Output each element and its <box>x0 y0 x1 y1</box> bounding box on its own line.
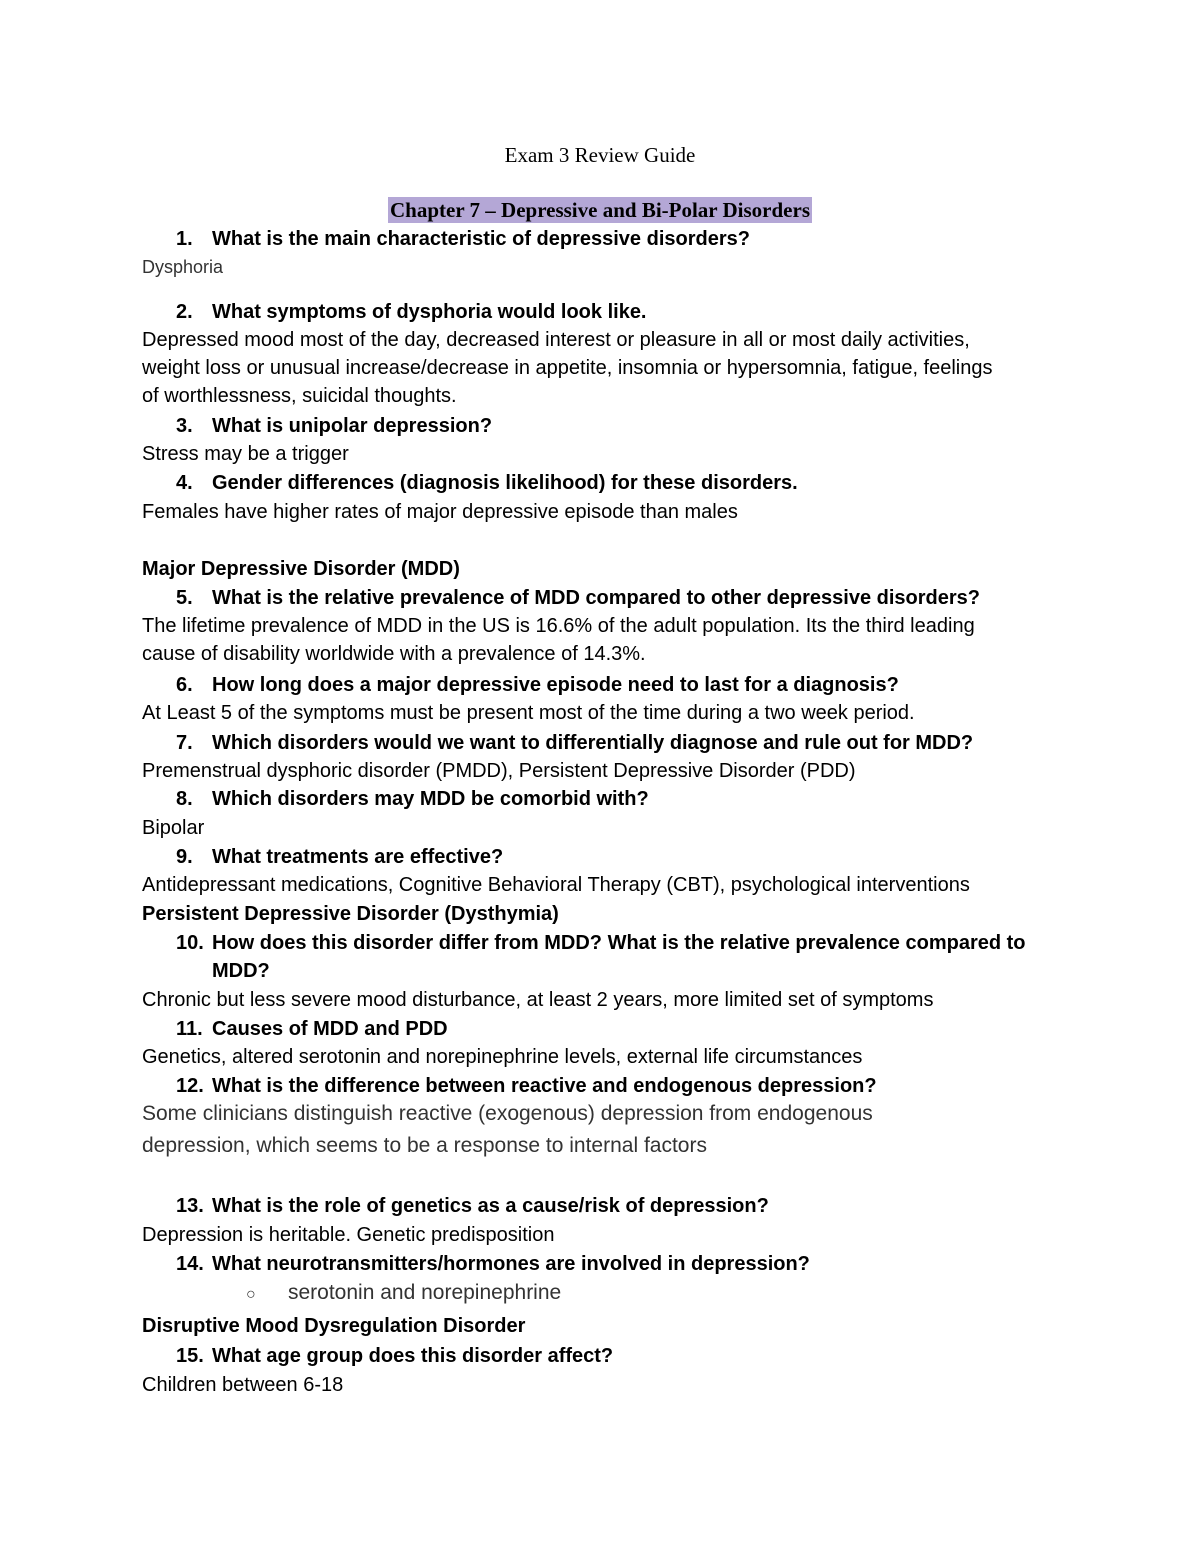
question-number: 11. <box>176 1018 203 1040</box>
question-3 <box>176 413 492 439</box>
question-number: 10. <box>176 932 204 954</box>
question-text: How long does a major depressive episode need to last for a diagnosis? <box>212 674 899 696</box>
answer-2-line-2: weight loss or unusual increase/decrease in appetite, insomnia or hypersomnia, fatigue, feelings <box>142 357 993 379</box>
question-1 <box>176 226 750 252</box>
answer-15: Children between 6-18 <box>142 1374 344 1396</box>
answer-14-bullet-item <box>246 1280 561 1308</box>
question-text: Which disorders may MDD be comorbid with? <box>212 788 649 810</box>
question-text: What is the role of genetics as a cause/risk of depression? <box>212 1195 769 1217</box>
question-10-continuation: MDD? <box>212 960 270 982</box>
page-title: Exam 3 Review Guide <box>504 143 696 167</box>
question-text: What is the main characteristic of depressive disorders? <box>212 228 750 250</box>
question-number: 1. <box>176 228 193 250</box>
answer-5-line-1: The lifetime prevalence of MDD in the US is 16.6% of the adult population. Its the third leading <box>142 615 975 637</box>
question-15 <box>176 1343 613 1369</box>
answer-4: Females have higher rates of major depressive episode than males <box>142 501 738 523</box>
question-12 <box>176 1073 877 1099</box>
answer-12-line-1: Some clinicians distinguish reactive (exogenous) depression from endogenous <box>142 1102 873 1125</box>
answer-1: Dysphoria <box>142 257 224 277</box>
question-7 <box>176 730 973 756</box>
question-text: What treatments are effective? <box>212 846 504 868</box>
question-10 <box>176 930 1026 956</box>
question-4 <box>176 470 798 496</box>
answer-11: Genetics, altered serotonin and norepinephrine levels, external life circumstances <box>142 1046 863 1068</box>
answer-12-line-2: depression, which seems to be a response to internal factors <box>142 1134 707 1157</box>
question-text: Which disorders would we want to differentially diagnose and rule out for MDD? <box>212 732 974 754</box>
question-number: 13. <box>176 1195 204 1217</box>
question-number: 7. <box>176 732 193 754</box>
circle-bullet-icon: ○ <box>246 1286 256 1303</box>
answer-3: Stress may be a trigger <box>142 443 349 465</box>
answer-6: At Least 5 of the symptoms must be present most of the time during a two week period. <box>142 702 915 724</box>
question-number: 4. <box>176 472 193 494</box>
answer-10: Chronic but less severe mood disturbance, at least 2 years, more limited set of symptoms <box>142 989 934 1011</box>
answer-13: Depression is heritable. Genetic predisposition <box>142 1224 555 1246</box>
question-text: What is the relative prevalence of MDD compared to other depressive disorders? <box>212 587 980 609</box>
answer-9: Antidepressant medications, Cognitive Behavioral Therapy (CBT), psychological interventions <box>142 874 970 896</box>
question-2 <box>176 299 647 325</box>
question-text: What is unipolar depression? <box>212 415 493 437</box>
question-9 <box>176 844 503 870</box>
question-8 <box>176 786 649 812</box>
question-14 <box>176 1251 810 1277</box>
question-number: 6. <box>176 674 193 696</box>
chapter-heading: Chapter 7 – Depressive and Bi-Polar Disorders <box>390 198 810 222</box>
question-number: 8. <box>176 788 193 810</box>
answer-2-line-3: of worthlessness, suicidal thoughts. <box>142 385 457 407</box>
question-number: 14. <box>176 1253 204 1275</box>
question-text: How does this disorder differ from MDD? What is the relative prevalence compared to <box>212 932 1026 954</box>
question-6 <box>176 672 899 698</box>
answer-2-line-1: Depressed mood most of the day, decreased interest or pleasure in all or most daily activities, <box>142 329 970 351</box>
question-text: What symptoms of dysphoria would look like. <box>212 301 647 323</box>
chapter-heading-wrap <box>0 197 1200 223</box>
question-text: What neurotransmitters/hormones are involved in depression? <box>212 1253 810 1275</box>
question-number: 3. <box>176 415 193 437</box>
section-heading-dmdd: Disruptive Mood Dysregulation Disorder <box>142 1315 526 1337</box>
section-heading-pdd: Persistent Depressive Disorder (Dysthymia) <box>142 903 559 925</box>
question-number: 15. <box>176 1345 204 1367</box>
question-number: 5. <box>176 587 193 609</box>
question-number: 2. <box>176 301 193 323</box>
question-13 <box>176 1193 769 1219</box>
question-5 <box>176 585 980 611</box>
question-text: What age group does this disorder affect? <box>212 1345 614 1367</box>
question-11 <box>176 1016 448 1042</box>
question-number: 9. <box>176 846 193 868</box>
question-number: 12. <box>176 1075 204 1097</box>
question-text: What is the difference between reactive and endogenous depression? <box>212 1075 877 1097</box>
question-text: Causes of MDD and PDD <box>212 1018 448 1040</box>
answer-7: Premenstrual dysphoric disorder (PMDD), Persistent Depressive Disorder (PDD) <box>142 760 856 782</box>
question-text: Gender differences (diagnosis likelihood) for these disorders. <box>212 472 798 494</box>
answer-14: serotonin and norepinephrine <box>288 1281 562 1304</box>
section-heading-mdd: Major Depressive Disorder (MDD) <box>142 558 460 580</box>
answer-5-line-2: cause of disability worldwide with a prevalence of 14.3%. <box>142 643 646 665</box>
answer-8: Bipolar <box>142 817 205 839</box>
